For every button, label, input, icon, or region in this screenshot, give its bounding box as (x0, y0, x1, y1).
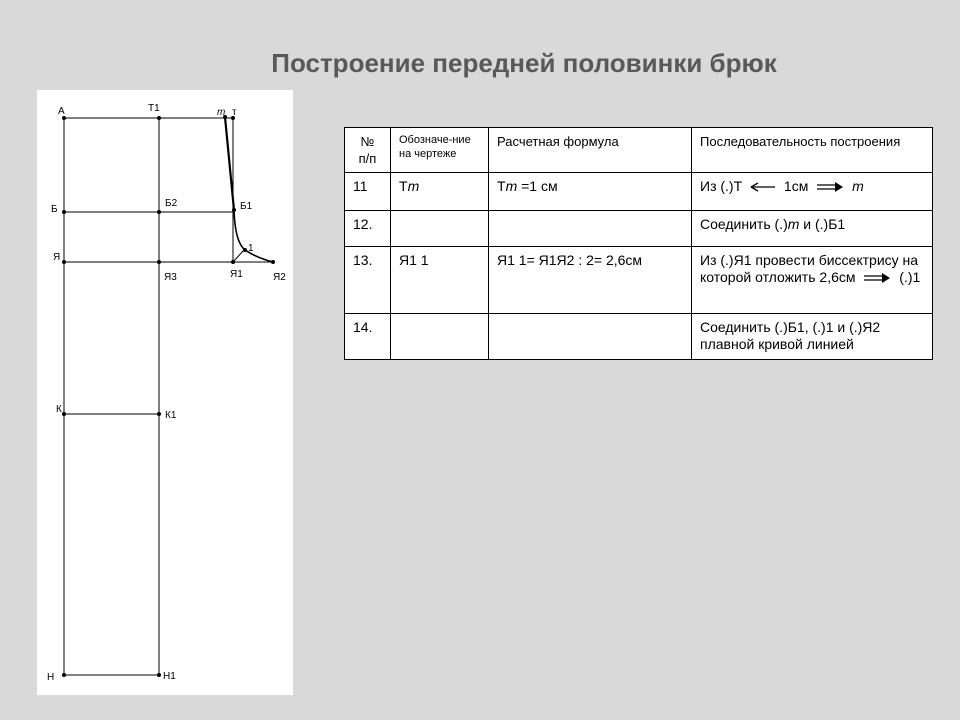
label-T: т (232, 107, 237, 118)
arrow-left-icon (750, 182, 776, 192)
label-B2: Б2 (165, 198, 178, 209)
label-H: Н (47, 672, 55, 683)
row-formula: Тm =1 см (489, 173, 692, 211)
row-mark: Тm (391, 173, 489, 211)
row-num: 12. (345, 211, 391, 247)
header-mark: Обозначе-ние на чертеже (391, 128, 489, 173)
table-row (345, 314, 933, 360)
double-arrow-right-icon (816, 182, 844, 192)
row-num: 13. (345, 247, 391, 314)
row-sequence: Соединить (.)Б1, (.)1 и (.)Я2 плавной кривой линией (692, 314, 933, 360)
row-formula (489, 211, 692, 247)
point-B1 (232, 208, 236, 212)
construction-table (344, 127, 933, 360)
pattern-svg (37, 90, 293, 695)
row-sequence: Из (.)Я1 провести биссектрису на которой отложить 2,6см (.)1 (692, 247, 933, 314)
row-formula (489, 314, 692, 360)
point-K1 (157, 412, 161, 416)
point-Ya2 (271, 260, 275, 264)
pattern-drawing (37, 90, 293, 695)
label-Ya2: Я2 (273, 272, 286, 283)
label-A: А (58, 106, 65, 117)
label-K: К (56, 404, 62, 415)
row-sequence: Соединить (.)m и (.)Б1 (692, 211, 933, 247)
header-sequence: Последовательность построения (692, 128, 933, 173)
label-Ya: Я (53, 252, 61, 263)
point-K (62, 412, 66, 416)
header-num: № п/п (345, 128, 391, 173)
point-H1 (157, 673, 161, 677)
label-T1: Т1 (148, 103, 160, 114)
row-sequence: Из (.)Т 1см m (692, 173, 933, 211)
point-B2 (157, 210, 161, 214)
double-arrow-right-icon (863, 273, 891, 283)
table-row (345, 211, 933, 247)
page-title: Построение передней половинки брюк (271, 48, 777, 78)
bisector-line (233, 250, 244, 262)
header-formula: Расчетная формула (489, 128, 692, 173)
point-H (62, 673, 66, 677)
table-row (345, 247, 933, 314)
label-Ya3: Я3 (164, 272, 177, 283)
label-B1: Б1 (240, 201, 253, 212)
point-B (62, 210, 66, 214)
row-mark (391, 211, 489, 247)
label-1: 1 (248, 243, 254, 254)
row-formula: Я1 1= Я1Я2 : 2= 2,6см (489, 247, 692, 314)
label-Ya1: Я1 (230, 269, 243, 280)
point-1 (243, 248, 247, 252)
label-K1: К1 (165, 410, 177, 421)
point-T1 (157, 116, 161, 120)
label-H1: Н1 (163, 671, 176, 682)
table-row (345, 173, 933, 211)
row-num: 11 (345, 173, 391, 211)
row-mark (391, 314, 489, 360)
table-header-row (345, 128, 933, 173)
row-num: 14. (345, 314, 391, 360)
point-Ya1 (231, 260, 235, 264)
row-mark: Я1 1 (391, 247, 489, 314)
label-B: Б (51, 204, 58, 215)
point-Ya3 (157, 260, 161, 264)
point-Ya (62, 260, 66, 264)
label-m: m (217, 107, 226, 118)
